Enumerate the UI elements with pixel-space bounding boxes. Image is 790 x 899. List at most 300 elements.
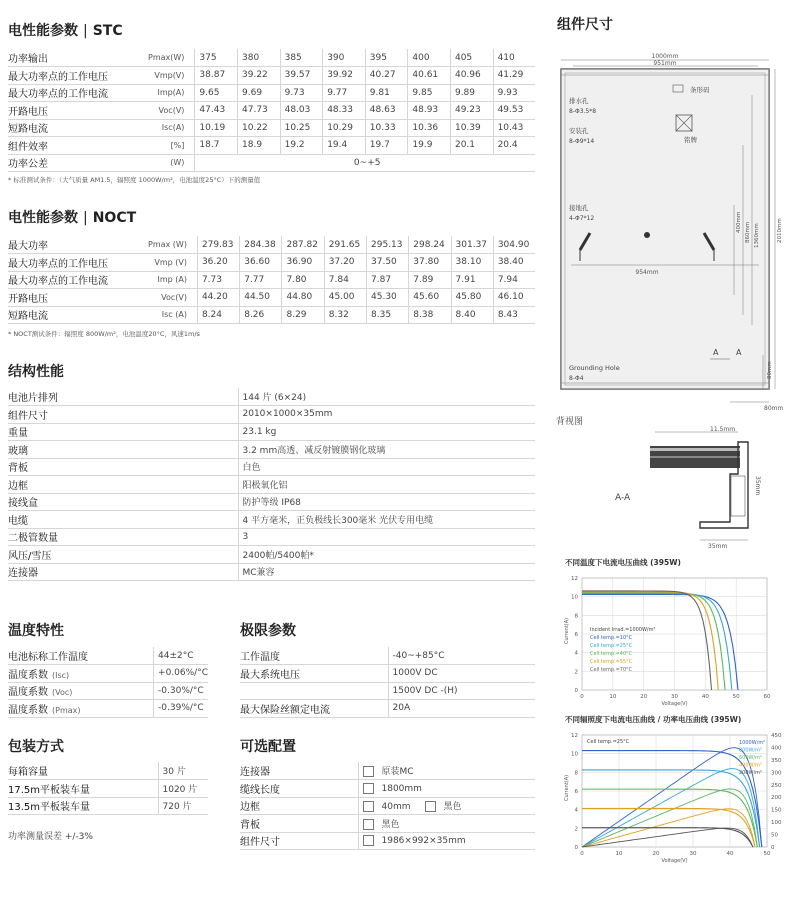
grounding-hole-label: Grounding Hole — [569, 364, 620, 372]
cell-value: 49.23 — [450, 102, 493, 120]
row-label: 最大功率点的工作电流 — [8, 84, 148, 102]
option-cell — [358, 815, 535, 833]
option-label: 40mm — [381, 802, 411, 813]
section-width-35: 35mm — [708, 543, 728, 550]
cell-value: 4 平方毫米，正负极线长300毫米 光伏专用电缆 — [238, 511, 535, 529]
cell-value: 8.26 — [240, 306, 282, 324]
x-tick-label: 30 — [671, 694, 678, 700]
cell-value: 39.22 — [238, 67, 281, 85]
cell-value: 19.2 — [280, 137, 323, 155]
option-label: 黑色 — [443, 802, 462, 813]
table-row — [8, 458, 535, 476]
cell-value: 20A — [388, 700, 535, 718]
option-label: 1800mm — [381, 783, 422, 794]
cell-value: 1000V DC — [388, 665, 535, 683]
cell-value: 385 — [280, 49, 323, 67]
row-unit: (Voc) — [52, 688, 73, 698]
row-label — [240, 647, 388, 665]
x-tick-label: 50 — [763, 851, 771, 857]
packaging-title: 包装方式 — [8, 739, 64, 755]
cell-value: 48.03 — [280, 102, 323, 120]
table-row — [8, 780, 208, 798]
row-label: 组件效率 — [8, 137, 148, 155]
cell-value: 9.85 — [408, 84, 451, 102]
option-item[interactable] — [363, 835, 466, 846]
structure-title: 结构性能 — [8, 364, 64, 380]
table-row — [240, 647, 535, 665]
table-row — [8, 254, 535, 272]
table-row — [8, 271, 535, 289]
cell-value: 7.84 — [324, 271, 366, 289]
table-row — [8, 67, 535, 85]
row-label — [240, 665, 388, 683]
row-label-text: 接线盒 — [8, 498, 38, 510]
y2-tick-label: 350 — [771, 757, 782, 764]
row-label-text: 二极管数量 — [8, 533, 58, 545]
measurement-note: 功率测量误差 +/-3% — [8, 832, 93, 842]
cell-value: 3.2 mm高透、减反射镀膜钢化玻璃 — [238, 441, 535, 459]
row-label: 最大功率点的工作电压 — [8, 67, 148, 85]
cell-value: -0.39%/°C — [154, 700, 208, 718]
row-unit: Voc(V) — [148, 102, 195, 120]
legend-entry: 800W/m² — [739, 747, 763, 754]
cell-value: 400 — [408, 49, 451, 67]
y-tick-label: 2 — [574, 826, 578, 833]
y-tick-label: 0 — [574, 845, 578, 851]
legend-title: Incident Irrad.=1000W/m² — [590, 627, 656, 633]
table-row — [240, 762, 535, 780]
cell-value: 18.9 — [238, 137, 281, 155]
row-label — [8, 563, 238, 581]
cell-value: 38.10 — [451, 254, 493, 272]
dim-80-vertical: 80mm — [767, 361, 773, 379]
row-unit: Isc(A) — [148, 119, 195, 137]
x-tick-label: 30 — [689, 851, 697, 857]
cell-value: 防护等级 IP68 — [238, 493, 535, 511]
table-row — [8, 388, 535, 406]
module-title: 组件尺寸 — [557, 17, 613, 33]
row-label — [8, 423, 238, 441]
x-tick-label: 10 — [609, 694, 617, 700]
row-label-text: 最大保险丝额定电流 — [240, 704, 330, 716]
legend-entry: Cell temp.=25°C — [590, 643, 633, 649]
cell-value: 9.93 — [493, 84, 535, 102]
cell-value: 45.80 — [451, 289, 493, 307]
table-row — [8, 647, 208, 665]
width-inner-label: 951mm — [653, 60, 677, 67]
cell-value: 8.38 — [409, 306, 451, 324]
legend-entry: 200W/m² — [739, 770, 763, 776]
row-label — [8, 528, 238, 546]
cell-value: 10.43 — [493, 119, 535, 137]
table-row — [8, 493, 535, 511]
cell-value: 9.69 — [238, 84, 281, 102]
row-label-text: 重量 — [8, 428, 28, 440]
cell-value: 304.90 — [493, 236, 535, 254]
cell-value: 47.43 — [195, 102, 238, 120]
section-width-11.5: 11.5mm — [710, 426, 736, 433]
width-954-label: 954mm — [635, 269, 659, 276]
row-label — [8, 665, 154, 683]
cell-value: 2400帕/5400帕* — [238, 546, 535, 564]
cell-value: 10.19 — [195, 119, 238, 137]
stc-title: 电性能参数 | STC — [8, 23, 123, 39]
row-label-text: 工作温度 — [240, 652, 280, 663]
cell-value: 279.83 — [197, 236, 239, 254]
row-label — [8, 647, 154, 665]
row-label — [240, 700, 388, 718]
cell-value: 10.36 — [408, 119, 451, 137]
y-tick-label: 6 — [574, 632, 578, 638]
cell-value: 7.77 — [240, 271, 282, 289]
row-label — [8, 780, 158, 798]
option-item[interactable] — [363, 801, 411, 812]
table-row — [8, 84, 535, 102]
cell-value: 395 — [365, 49, 408, 67]
row-label — [240, 682, 388, 700]
drain-hole-spec: 8-Φ3.5*8 — [569, 108, 597, 115]
temperature-iv-chart — [560, 570, 790, 710]
x-tick-label: 10 — [615, 851, 623, 857]
cell-value: 8.43 — [493, 306, 535, 324]
section-aa-label: A-A — [615, 493, 631, 503]
cell-value: -40~+85°C — [388, 647, 535, 665]
y-tick-label: 4 — [574, 650, 578, 657]
option-checkbox[interactable] — [363, 801, 374, 812]
limits-table — [240, 647, 535, 718]
x-tick-label: 0 — [580, 694, 584, 700]
cell-value: 284.38 — [240, 236, 282, 254]
y-tick-label: 8 — [574, 613, 578, 620]
row-label: 功率公差 — [8, 154, 148, 172]
cell-value: 40.96 — [450, 67, 493, 85]
table-row — [8, 102, 535, 120]
section-marker-a-left: A — [713, 348, 719, 357]
row-label — [8, 458, 238, 476]
cell-value: 8.29 — [282, 306, 324, 324]
cell-value: 1500V DC -(H) — [388, 682, 535, 700]
cell-value: 410 — [493, 49, 535, 67]
y2-tick-label: 300 — [771, 770, 782, 777]
cell-value: 36.90 — [282, 254, 324, 272]
option-checkbox[interactable] — [363, 783, 374, 794]
cell-value: 8.35 — [367, 306, 409, 324]
row-unit: (Pmax) — [52, 705, 81, 715]
barcode-label: 条形码 — [690, 86, 710, 94]
cell-value: 9.77 — [323, 84, 366, 102]
option-checkbox[interactable] — [363, 766, 374, 777]
cell-value: 19.4 — [323, 137, 366, 155]
cell-value: 0~+5 — [195, 154, 535, 172]
cell-value: 405 — [450, 49, 493, 67]
irradiance-iv-chart — [560, 727, 790, 864]
table-row — [8, 306, 535, 324]
cell-value: 48.63 — [365, 102, 408, 120]
option-label: 黑色 — [381, 819, 400, 830]
cell-value: 3 — [238, 528, 535, 546]
cell-value: 10.39 — [450, 119, 493, 137]
option-cell — [358, 780, 535, 798]
y2-tick-label: 250 — [771, 782, 782, 789]
cell-value: 48.33 — [323, 102, 366, 120]
row-label: 最大功率点的工作电流 — [8, 271, 148, 289]
cell-value: 8.24 — [197, 306, 239, 324]
cell-value: 36.60 — [240, 254, 282, 272]
cell-value: 9.81 — [365, 84, 408, 102]
table-row — [240, 815, 535, 833]
dim-1360-label: 1360mm — [754, 223, 760, 248]
dim-860-label: 860mm — [745, 221, 751, 243]
table-row — [8, 441, 535, 459]
dim-2010-label: 2010mm — [777, 218, 783, 243]
option-checkbox[interactable] — [425, 801, 436, 812]
cell-value: 7.94 — [493, 271, 535, 289]
x-tick-label: 20 — [652, 851, 660, 857]
drain-hole-label: 排水孔 — [569, 97, 589, 105]
install-hole-label: 安装孔 — [569, 127, 589, 135]
row-label: 短路电流 — [8, 306, 148, 324]
row-unit: Imp(A) — [148, 84, 195, 102]
x-tick-label: 20 — [640, 694, 648, 700]
cell-value: 44.80 — [282, 289, 324, 307]
legend-entry: Cell temp.=70°C — [590, 667, 633, 673]
cell-value: 49.53 — [493, 102, 535, 120]
row-label-text: 最大系统电压 — [240, 669, 300, 681]
y-tick-label: 10 — [571, 594, 578, 601]
legend-entry: Cell temp.=40°C — [590, 651, 633, 657]
table-row — [8, 236, 535, 254]
row-label-text: 温度系数 — [8, 669, 48, 681]
cell-value: 19.9 — [408, 137, 451, 155]
chart-annotation: Cell temp.=25°C — [587, 739, 630, 745]
cell-value: 291.65 — [324, 236, 366, 254]
cell-value: 10.25 — [280, 119, 323, 137]
table-row — [8, 49, 535, 67]
row-label: 最大功率点的工作电压 — [8, 254, 148, 272]
row-label: 边框 — [240, 797, 358, 815]
legend-entry: Cell temp.=55°C — [590, 659, 633, 665]
row-label — [8, 476, 238, 494]
option-checkbox[interactable] — [363, 835, 374, 846]
row-label: 背板 — [240, 815, 358, 833]
packaging-table — [8, 762, 208, 815]
row-label-text: 温度系数 — [8, 687, 48, 699]
nameplate-label: 铭牌 — [684, 136, 697, 144]
cell-value: 44.50 — [240, 289, 282, 307]
cell-value: 阳极氧化铝 — [238, 476, 535, 494]
table-row — [8, 762, 208, 780]
ground-hole-spec: 4-Φ7*12 — [569, 215, 595, 222]
cell-value: 8.32 — [324, 306, 366, 324]
table-row — [8, 511, 535, 529]
options-title: 可选配置 — [240, 739, 296, 755]
cell-value: 7.87 — [367, 271, 409, 289]
cell-value: 375 — [195, 49, 238, 67]
row-label: 短路电流 — [8, 119, 148, 137]
row-label — [8, 797, 158, 815]
cell-value: 41.29 — [493, 67, 535, 85]
row-label — [8, 441, 238, 459]
x-tick-label: 40 — [701, 694, 709, 700]
cell-value: 37.20 — [324, 254, 366, 272]
cell-value: 9.65 — [195, 84, 238, 102]
cell-value: 10.33 — [365, 119, 408, 137]
row-label: 开路电压 — [8, 289, 148, 307]
noct-note: * NOCT测试条件：辐照度 800W/m²，电池温度20°C，风速1m/s — [8, 330, 200, 338]
legend-entry: 400W/m² — [739, 762, 763, 769]
cell-value: 白色 — [238, 458, 535, 476]
cell-value: 46.10 — [493, 289, 535, 307]
chart2-title: 不同辐照度下电流电压曲线 / 功率电压曲线 (395W) — [565, 715, 742, 724]
row-label-text: 电缆 — [8, 515, 28, 527]
cell-value: 380 — [238, 49, 281, 67]
cell-value: 39.57 — [280, 67, 323, 85]
cell-value: 37.80 — [409, 254, 451, 272]
cell-value: 45.30 — [367, 289, 409, 307]
cell-value: 23.1 kg — [238, 423, 535, 441]
x-tick-label: 50 — [732, 694, 740, 700]
option-cell — [358, 797, 535, 815]
row-label — [8, 546, 238, 564]
dim-80-horizontal: 80mm — [764, 405, 784, 412]
limits-title: 极限参数 — [240, 623, 296, 639]
cell-value: 20.1 — [450, 137, 493, 155]
x-tick-label: 0 — [580, 851, 584, 857]
table-row — [8, 423, 535, 441]
option-label: 1986×992×35mm — [381, 836, 466, 847]
table-row — [240, 780, 535, 798]
row-label: 连接器 — [240, 762, 358, 780]
row-unit: Isc (A) — [148, 306, 197, 324]
row-label — [8, 406, 238, 424]
x-axis-label: Voltage(V) — [661, 858, 688, 864]
y2-tick-label: 400 — [771, 745, 782, 752]
section-height-35: 35mm — [754, 476, 761, 496]
row-label — [8, 700, 154, 718]
cell-value: -0.30%/°C — [154, 682, 208, 700]
row-label-text: 每箱容量 — [8, 767, 48, 778]
row-label-text: 连接器 — [8, 568, 38, 580]
row-label — [8, 511, 238, 529]
row-label-text: 组件尺寸 — [8, 410, 48, 422]
back-view-label: 背视图 — [556, 417, 584, 427]
cell-value: 301.37 — [451, 236, 493, 254]
width-outer-label: 1000mm — [651, 53, 679, 60]
section-aa-drawing — [600, 424, 760, 554]
row-unit: Pmax (W) — [148, 236, 197, 254]
row-unit: (W) — [148, 154, 195, 172]
row-unit: [%] — [148, 137, 195, 155]
noct-table — [8, 236, 535, 324]
temperature-title: 温度特性 — [8, 623, 64, 639]
cell-value: 19.7 — [365, 137, 408, 155]
row-unit: Vmp (V) — [148, 254, 197, 272]
table-row — [8, 476, 535, 494]
junction-box-icon — [644, 232, 650, 238]
y-tick-label: 10 — [571, 751, 578, 758]
table-row — [240, 665, 535, 683]
row-unit: Vmp(V) — [148, 67, 195, 85]
row-label-text: 风压/雪压 — [8, 550, 52, 562]
cell-value: 37.50 — [367, 254, 409, 272]
row-label — [8, 493, 238, 511]
stc-note: * 标准测试条件：（大气质量 AM1.5，辐照度 1000W/m²，电池温度25°C）下的测量值 — [8, 176, 261, 184]
cell-value: 39.92 — [323, 67, 366, 85]
y2-tick-label: 450 — [771, 733, 782, 739]
grounding-hole-spec: 8-Φ4 — [569, 375, 584, 382]
option-item[interactable] — [363, 764, 414, 777]
option-item[interactable] — [363, 817, 400, 830]
y-tick-label: 0 — [574, 688, 578, 694]
row-label-text: 温度系数 — [8, 704, 48, 716]
table-row — [8, 665, 208, 683]
table-row — [8, 406, 535, 424]
row-unit: Imp (A) — [148, 271, 197, 289]
cell-value: 9.73 — [280, 84, 323, 102]
option-item[interactable] — [363, 783, 422, 794]
cell-value: 7.73 — [197, 271, 239, 289]
row-label-text: 17.5m平板装车量 — [8, 784, 91, 796]
row-label — [8, 682, 154, 700]
row-label-text: 13.5m平板装车量 — [8, 802, 91, 814]
y2-tick-label: 200 — [771, 795, 782, 802]
install-hole-spec: 8-Φ9*14 — [569, 138, 595, 145]
cell-value: 10.29 — [323, 119, 366, 137]
row-unit: Voc(V) — [148, 289, 197, 307]
section-marker-a-right: A — [736, 348, 742, 357]
row-label: 开路电压 — [8, 102, 148, 120]
row-label: 最大功率 — [8, 236, 148, 254]
y-tick-label: 8 — [574, 770, 578, 777]
table-row — [8, 682, 208, 700]
cell-value: MC兼容 — [238, 563, 535, 581]
table-row — [8, 700, 208, 718]
cell-value: 47.73 — [238, 102, 281, 120]
options-table — [240, 762, 535, 850]
cell-value: 2010×1000×35mm — [238, 406, 535, 424]
table-row — [8, 563, 535, 581]
temperature-table — [8, 647, 208, 718]
cell-value: 9.89 — [450, 84, 493, 102]
legend-entry: 600W/m² — [739, 755, 763, 761]
table-row — [8, 797, 208, 815]
y-tick-label: 12 — [571, 733, 578, 739]
cell-value: 45.60 — [409, 289, 451, 307]
row-label-text: 背板 — [8, 463, 28, 475]
cell-value: 720 片 — [158, 797, 208, 815]
row-label-text: 电池片排列 — [8, 393, 58, 404]
cell-value: 40.27 — [365, 67, 408, 85]
cell-value: 390 — [323, 49, 366, 67]
row-label-text: 电池标称工作温度 — [8, 652, 88, 663]
table-row — [8, 528, 535, 546]
option-label: 原装MC — [381, 767, 414, 777]
row-label: 缆线长度 — [240, 780, 358, 798]
y2-tick-label: 50 — [771, 832, 778, 839]
table-row — [8, 546, 535, 564]
option-item[interactable] — [425, 799, 462, 812]
y-tick-label: 6 — [574, 789, 578, 795]
legend-entry: Cell temp.=10°C — [590, 635, 633, 641]
option-checkbox[interactable] — [363, 819, 374, 830]
chart1-title: 不同温度下电流电压曲线 (395W) — [565, 558, 681, 567]
y2-tick-label: 100 — [771, 820, 782, 827]
cell-value: 298.24 — [409, 236, 451, 254]
row-label-text: 玻璃 — [8, 445, 28, 457]
cell-value: 38.87 — [195, 67, 238, 85]
ground-hole-label: 接地孔 — [569, 204, 589, 212]
cell-value: 295.13 — [367, 236, 409, 254]
